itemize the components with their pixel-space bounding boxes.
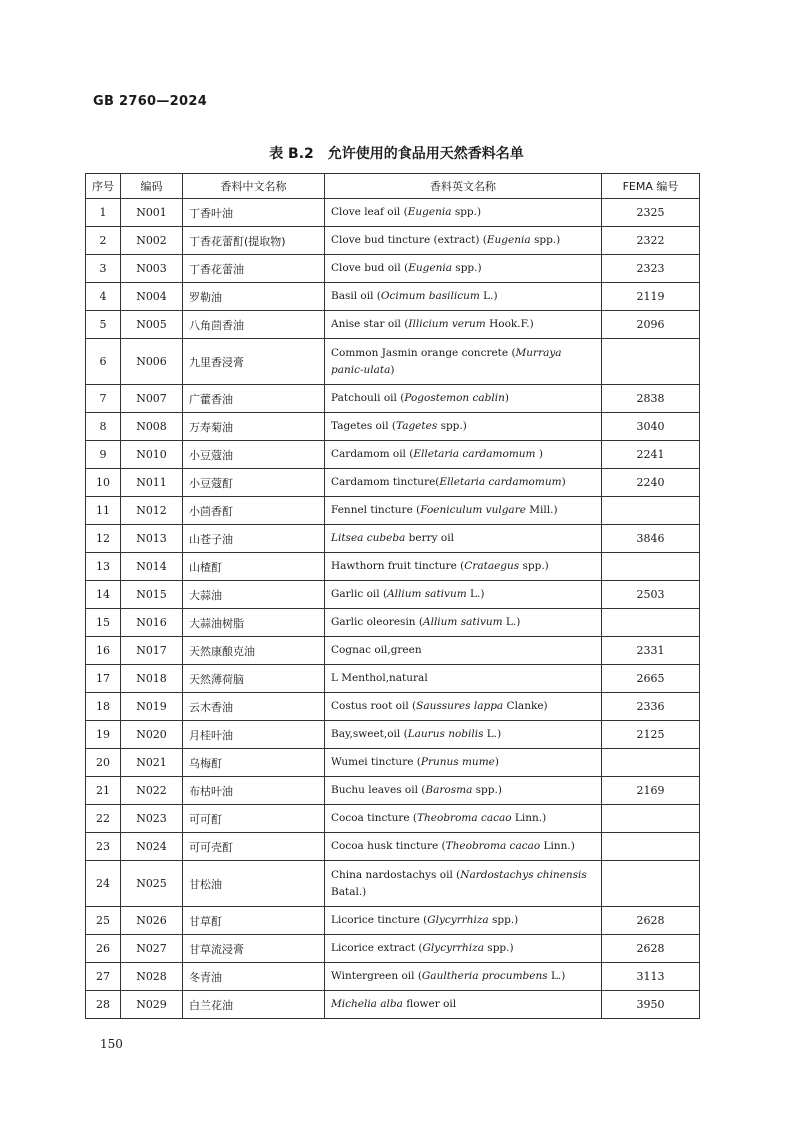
table-row bbox=[86, 907, 700, 935]
scientific-name: Murraya panic-ulata bbox=[331, 346, 562, 376]
table-row bbox=[86, 721, 700, 749]
cell-code: N021 bbox=[121, 749, 183, 777]
table-row bbox=[86, 833, 700, 861]
scientific-name: Glycyrrhiza bbox=[422, 942, 484, 954]
cell-no: 16 bbox=[86, 637, 121, 665]
cell-code: N018 bbox=[121, 665, 183, 693]
table-row bbox=[86, 283, 700, 311]
cell-english-name bbox=[325, 805, 602, 833]
cell-no: 2 bbox=[86, 227, 121, 255]
cell-no: 14 bbox=[86, 581, 121, 609]
cell-chinese-name: 罗勒油 bbox=[183, 283, 325, 311]
table-row bbox=[86, 991, 700, 1019]
cell-no: 26 bbox=[86, 935, 121, 963]
column-header-english-name: 香料英文名称 bbox=[325, 174, 602, 199]
cell-fema-no: 2336 bbox=[602, 693, 700, 721]
cell-fema-no: 3950 bbox=[602, 991, 700, 1019]
cell-english-name bbox=[325, 935, 602, 963]
cell-fema-no bbox=[602, 749, 700, 777]
cell-fema-no bbox=[602, 805, 700, 833]
cell-fema-no bbox=[602, 497, 700, 525]
cell-chinese-name: 天然薄荷脑 bbox=[183, 665, 325, 693]
name-text: Bay,sweet,oil ( bbox=[331, 728, 408, 740]
name-text: spp.) bbox=[437, 420, 467, 432]
name-text: Linn.) bbox=[540, 840, 575, 852]
cell-fema-no: 2628 bbox=[602, 907, 700, 935]
cell-english-name bbox=[325, 963, 602, 991]
cell-code: N019 bbox=[121, 693, 183, 721]
name-text: Cognac oil,green bbox=[331, 644, 422, 656]
cell-chinese-name: 白兰花油 bbox=[183, 991, 325, 1019]
scientific-name: Eugenia bbox=[486, 234, 531, 246]
name-text: spp.) bbox=[451, 262, 482, 274]
scientific-name: Theobroma cacao bbox=[417, 812, 512, 824]
cell-code: N004 bbox=[121, 283, 183, 311]
name-text: Costus root oil ( bbox=[331, 700, 417, 712]
cell-chinese-name: 大蒜油树脂 bbox=[183, 609, 325, 637]
table-row bbox=[86, 749, 700, 777]
name-text: Hawthorn fruit tincture ( bbox=[331, 560, 465, 572]
scientific-name: Elletaria cardamomum bbox=[439, 476, 562, 488]
scientific-name: Glycyrrhiza bbox=[427, 914, 489, 926]
cell-code: N024 bbox=[121, 833, 183, 861]
name-text: Cardamom tincture( bbox=[331, 476, 440, 488]
table-row bbox=[86, 413, 700, 441]
cell-english-name bbox=[325, 777, 602, 805]
name-text: spp.) bbox=[488, 914, 519, 926]
scientific-name: Michelia alba bbox=[331, 998, 403, 1010]
name-text: L.) bbox=[466, 588, 485, 600]
cell-fema-no: 2331 bbox=[602, 637, 700, 665]
scientific-name: Foeniculum vulgare bbox=[420, 504, 526, 516]
cell-chinese-name: 天然康酿克油 bbox=[183, 637, 325, 665]
scientific-name: Laurus nobilis bbox=[407, 728, 484, 740]
cell-no: 10 bbox=[86, 469, 121, 497]
cell-english-name bbox=[325, 991, 602, 1019]
cell-no: 24 bbox=[86, 861, 121, 907]
cell-english-name bbox=[325, 907, 602, 935]
cell-chinese-name: 甘松油 bbox=[183, 861, 325, 907]
table-row bbox=[86, 935, 700, 963]
cell-code: N013 bbox=[121, 525, 183, 553]
cell-english-name bbox=[325, 609, 602, 637]
cell-english-name bbox=[325, 497, 602, 525]
table-row bbox=[86, 553, 700, 581]
cell-no: 23 bbox=[86, 833, 121, 861]
cell-code: N010 bbox=[121, 441, 183, 469]
cell-english-name bbox=[325, 861, 602, 907]
cell-no: 15 bbox=[86, 609, 121, 637]
name-text: Tagetes oil ( bbox=[331, 420, 397, 432]
scientific-name: Allium sativum bbox=[423, 616, 503, 628]
cell-chinese-name: 山苍子油 bbox=[183, 525, 325, 553]
table-body bbox=[86, 199, 700, 1019]
cell-english-name bbox=[325, 311, 602, 339]
cell-chinese-name: 冬青油 bbox=[183, 963, 325, 991]
name-text: berry oil bbox=[405, 532, 454, 544]
name-text: Common Jasmin orange concrete ( bbox=[331, 346, 516, 359]
cell-code: N011 bbox=[121, 469, 183, 497]
cell-chinese-name: 可可壳酊 bbox=[183, 833, 325, 861]
name-text: Fennel tincture ( bbox=[331, 504, 421, 516]
cell-fema-no: 3113 bbox=[602, 963, 700, 991]
scientific-name: Allium sativum bbox=[387, 588, 467, 600]
cell-code: N005 bbox=[121, 311, 183, 339]
table-row bbox=[86, 805, 700, 833]
table-row bbox=[86, 255, 700, 283]
name-text: spp.) bbox=[451, 206, 482, 218]
cell-no: 27 bbox=[86, 963, 121, 991]
cell-fema-no bbox=[602, 833, 700, 861]
name-text: Cocoa tincture ( bbox=[331, 812, 418, 824]
cell-code: N020 bbox=[121, 721, 183, 749]
scientific-name: Saussures lappa bbox=[416, 700, 504, 712]
name-text: Buchu leaves oil ( bbox=[331, 784, 426, 796]
scientific-name: Litsea cubeba bbox=[331, 532, 406, 544]
name-text: spp.) bbox=[472, 784, 502, 796]
scientific-name: Nardostachys chinensis bbox=[460, 868, 587, 881]
scientific-name: Pogostemon cablin bbox=[404, 392, 505, 404]
scientific-name: Eugenia bbox=[407, 206, 452, 218]
name-text: Clove bud oil ( bbox=[331, 262, 409, 274]
cell-chinese-name: 丁香花蕾酊(提取物) bbox=[183, 227, 325, 255]
cell-chinese-name: 广藿香油 bbox=[183, 385, 325, 413]
cell-english-name bbox=[325, 665, 602, 693]
cell-code: N002 bbox=[121, 227, 183, 255]
table-row bbox=[86, 581, 700, 609]
cell-english-name bbox=[325, 469, 602, 497]
name-text: L.) bbox=[479, 290, 498, 302]
cell-code: N014 bbox=[121, 553, 183, 581]
cell-chinese-name: 八角茴香油 bbox=[183, 311, 325, 339]
cell-fema-no: 3040 bbox=[602, 413, 700, 441]
cell-code: N023 bbox=[121, 805, 183, 833]
cell-fema-no: 2096 bbox=[602, 311, 700, 339]
cell-english-name bbox=[325, 441, 602, 469]
cell-no: 19 bbox=[86, 721, 121, 749]
name-text: Licorice tincture ( bbox=[331, 914, 428, 926]
cell-chinese-name: 小豆蔻油 bbox=[183, 441, 325, 469]
cell-no: 6 bbox=[86, 339, 121, 385]
cell-no: 20 bbox=[86, 749, 121, 777]
name-text: spp.) bbox=[483, 942, 514, 954]
scientific-name: Theobroma cacao bbox=[445, 840, 541, 852]
scientific-name: Prunus mume bbox=[420, 756, 495, 768]
cell-fema-no: 2838 bbox=[602, 385, 700, 413]
cell-english-name bbox=[325, 553, 602, 581]
table-row bbox=[86, 385, 700, 413]
table-row bbox=[86, 693, 700, 721]
name-text: flower oil bbox=[402, 998, 457, 1010]
table-row bbox=[86, 525, 700, 553]
table-row bbox=[86, 665, 700, 693]
name-text: Patchouli oil ( bbox=[331, 392, 405, 404]
name-text: Linn.) bbox=[511, 812, 547, 824]
name-text: Cocoa husk tincture ( bbox=[331, 840, 446, 852]
cell-english-name bbox=[325, 581, 602, 609]
name-text: Clanke) bbox=[503, 700, 548, 712]
cell-no: 25 bbox=[86, 907, 121, 935]
table-header-row bbox=[86, 174, 700, 199]
column-header-no: 序号 bbox=[86, 174, 121, 199]
table-title: 表 B.2 允许使用的食品用天然香料名单 bbox=[269, 146, 524, 162]
table-row bbox=[86, 861, 700, 907]
cell-no: 7 bbox=[86, 385, 121, 413]
cell-chinese-name: 小茴香酊 bbox=[183, 497, 325, 525]
cell-code: N008 bbox=[121, 413, 183, 441]
cell-code: N015 bbox=[121, 581, 183, 609]
cell-chinese-name: 丁香花蕾油 bbox=[183, 255, 325, 283]
cell-fema-no: 2125 bbox=[602, 721, 700, 749]
table-row bbox=[86, 609, 700, 637]
cell-chinese-name: 云木香油 bbox=[183, 693, 325, 721]
column-header-fema-no: FEMA 编号 bbox=[602, 174, 700, 199]
cell-code: N029 bbox=[121, 991, 183, 1019]
scientific-name: Tagetes bbox=[396, 420, 438, 432]
cell-no: 28 bbox=[86, 991, 121, 1019]
column-header-chinese-name: 香料中文名称 bbox=[183, 174, 325, 199]
table-row bbox=[86, 227, 700, 255]
cell-no: 22 bbox=[86, 805, 121, 833]
name-text: ) bbox=[494, 756, 499, 768]
scientific-name: Eugenia bbox=[408, 262, 452, 274]
cell-english-name bbox=[325, 749, 602, 777]
cell-fema-no bbox=[602, 609, 700, 637]
cell-code: N001 bbox=[121, 199, 183, 227]
cell-english-name bbox=[325, 283, 602, 311]
table-row bbox=[86, 497, 700, 525]
cell-fema-no: 2323 bbox=[602, 255, 700, 283]
table-row bbox=[86, 637, 700, 665]
name-text: ) bbox=[390, 363, 395, 376]
name-text: Anise star oil ( bbox=[331, 318, 409, 330]
cell-chinese-name: 丁香叶油 bbox=[183, 199, 325, 227]
cell-code: N016 bbox=[121, 609, 183, 637]
cell-english-name bbox=[325, 637, 602, 665]
name-text: spp.) bbox=[530, 234, 561, 246]
cell-english-name bbox=[325, 339, 602, 385]
cell-code: N027 bbox=[121, 935, 183, 963]
column-header-code: 编码 bbox=[121, 174, 183, 199]
name-text: China nardostachys oil ( bbox=[331, 868, 461, 881]
name-text: Batal.) bbox=[331, 885, 367, 898]
cell-english-name bbox=[325, 227, 602, 255]
cell-chinese-name: 大蒜油 bbox=[183, 581, 325, 609]
cell-code: N025 bbox=[121, 861, 183, 907]
cell-chinese-name: 乌梅酊 bbox=[183, 749, 325, 777]
name-text: Mill.) bbox=[525, 504, 558, 516]
cell-fema-no: 2503 bbox=[602, 581, 700, 609]
cell-fema-no: 2628 bbox=[602, 935, 700, 963]
cell-chinese-name: 甘草流浸膏 bbox=[183, 935, 325, 963]
name-text: L Menthol,natural bbox=[331, 672, 428, 684]
cell-english-name bbox=[325, 693, 602, 721]
name-text: Wumei tincture ( bbox=[331, 756, 421, 768]
cell-chinese-name: 山楂酊 bbox=[183, 553, 325, 581]
name-text: Cardamom oil ( bbox=[331, 448, 414, 460]
cell-code: N006 bbox=[121, 339, 183, 385]
cell-no: 4 bbox=[86, 283, 121, 311]
cell-code: N028 bbox=[121, 963, 183, 991]
scientific-name: Illicium verum bbox=[408, 318, 486, 330]
cell-no: 5 bbox=[86, 311, 121, 339]
name-text: L.) bbox=[502, 616, 521, 628]
cell-english-name bbox=[325, 413, 602, 441]
name-text: Garlic oil ( bbox=[331, 588, 388, 600]
scientific-name: Barosma bbox=[425, 784, 473, 796]
name-text: Garlic oleoresin ( bbox=[331, 616, 423, 628]
name-text: Hook.F.) bbox=[485, 318, 534, 330]
cell-fema-no: 2119 bbox=[602, 283, 700, 311]
name-text: L.) bbox=[483, 728, 502, 740]
cell-english-name bbox=[325, 385, 602, 413]
cell-english-name bbox=[325, 525, 602, 553]
table-row bbox=[86, 777, 700, 805]
cell-chinese-name: 九里香浸膏 bbox=[183, 339, 325, 385]
table-row bbox=[86, 469, 700, 497]
page-number: 150 bbox=[100, 1037, 123, 1051]
cell-code: N017 bbox=[121, 637, 183, 665]
scientific-name: Crataegus bbox=[464, 560, 520, 572]
cell-code: N003 bbox=[121, 255, 183, 283]
cell-english-name bbox=[325, 255, 602, 283]
cell-chinese-name: 小豆蔻酊 bbox=[183, 469, 325, 497]
name-text: ) bbox=[561, 476, 566, 488]
cell-no: 9 bbox=[86, 441, 121, 469]
standard-code: GB 2760—2024 bbox=[93, 94, 208, 109]
cell-fema-no bbox=[602, 553, 700, 581]
cell-fema-no: 3846 bbox=[602, 525, 700, 553]
cell-no: 11 bbox=[86, 497, 121, 525]
name-text: Clove leaf oil ( bbox=[331, 206, 408, 218]
name-text: ) bbox=[504, 392, 509, 404]
name-text: spp.) bbox=[519, 560, 549, 572]
table-row bbox=[86, 963, 700, 991]
cell-fema-no: 2240 bbox=[602, 469, 700, 497]
cell-chinese-name: 月桂叶油 bbox=[183, 721, 325, 749]
cell-english-name bbox=[325, 833, 602, 861]
cell-code: N022 bbox=[121, 777, 183, 805]
cell-english-name bbox=[325, 199, 602, 227]
cell-fema-no: 2325 bbox=[602, 199, 700, 227]
name-text: ) bbox=[535, 448, 543, 460]
table-row bbox=[86, 311, 700, 339]
cell-fema-no bbox=[602, 339, 700, 385]
cell-code: N026 bbox=[121, 907, 183, 935]
scientific-name: Ocimum basilicum bbox=[380, 290, 480, 302]
cell-english-name bbox=[325, 721, 602, 749]
cell-no: 13 bbox=[86, 553, 121, 581]
cell-fema-no: 2665 bbox=[602, 665, 700, 693]
cell-chinese-name: 布枯叶油 bbox=[183, 777, 325, 805]
cell-no: 21 bbox=[86, 777, 121, 805]
name-text: Basil oil ( bbox=[331, 290, 381, 302]
cell-fema-no: 2322 bbox=[602, 227, 700, 255]
cell-chinese-name: 可可酊 bbox=[183, 805, 325, 833]
table-row bbox=[86, 441, 700, 469]
cell-fema-no: 2169 bbox=[602, 777, 700, 805]
cell-chinese-name: 万寿菊油 bbox=[183, 413, 325, 441]
table-row bbox=[86, 199, 700, 227]
scientific-name: Elletaria cardamomum bbox=[413, 448, 536, 460]
cell-code: N012 bbox=[121, 497, 183, 525]
cell-fema-no: 2241 bbox=[602, 441, 700, 469]
cell-no: 8 bbox=[86, 413, 121, 441]
table-row bbox=[86, 339, 700, 385]
cell-no: 12 bbox=[86, 525, 121, 553]
name-text: L.) bbox=[547, 970, 566, 982]
cell-no: 17 bbox=[86, 665, 121, 693]
cell-no: 1 bbox=[86, 199, 121, 227]
cell-fema-no bbox=[602, 861, 700, 907]
scientific-name: Gaultheria procumbens bbox=[421, 970, 548, 982]
name-text: Clove bud tincture (extract) ( bbox=[331, 234, 487, 246]
cell-code: N007 bbox=[121, 385, 183, 413]
cell-no: 18 bbox=[86, 693, 121, 721]
cell-no: 3 bbox=[86, 255, 121, 283]
name-text: Wintergreen oil ( bbox=[331, 970, 422, 982]
cell-chinese-name: 甘草酊 bbox=[183, 907, 325, 935]
natural-flavorings-table bbox=[85, 173, 700, 1019]
name-text: Licorice extract ( bbox=[331, 942, 423, 954]
